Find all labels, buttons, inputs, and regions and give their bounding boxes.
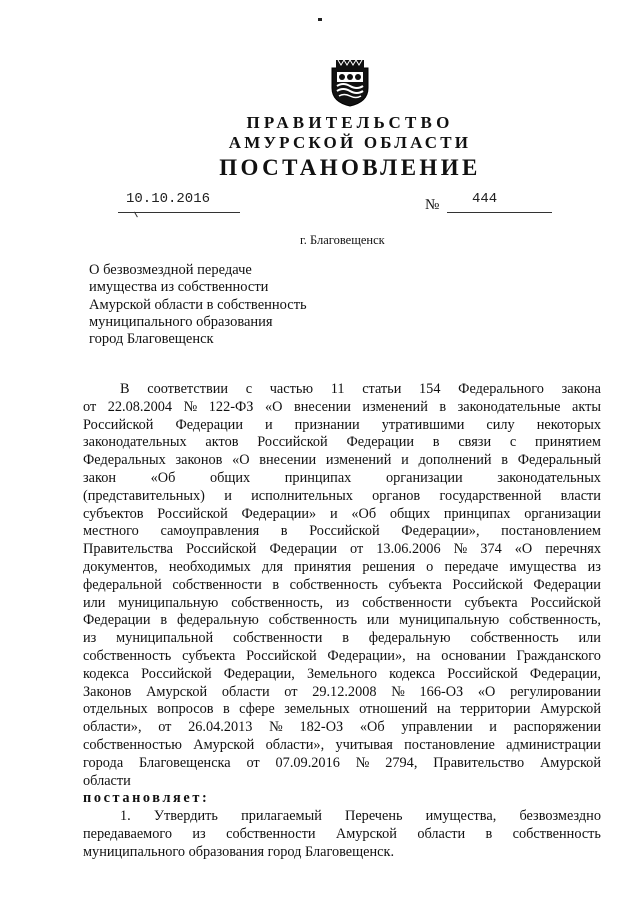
word: постановлением (501, 523, 601, 540)
word: документов, (83, 558, 158, 575)
word: Федерации», (401, 523, 480, 540)
body-line: области (83, 772, 131, 789)
word: от (83, 398, 97, 415)
word: «О (264, 398, 283, 415)
word: с (245, 381, 253, 397)
word: субъекта (182, 647, 236, 664)
word: дополнений (418, 452, 492, 469)
word: № (269, 719, 283, 736)
word: изменений (325, 452, 392, 469)
word: сфере (239, 701, 275, 718)
word: Амурской (193, 736, 255, 753)
word: субъектов (83, 505, 144, 522)
number-underline (447, 212, 552, 213)
word: закон (83, 469, 117, 486)
word: 2794, (385, 754, 418, 771)
subject-line: муниципального образования (89, 313, 273, 330)
word: города (83, 754, 124, 771)
word: (представительных) (83, 487, 205, 504)
word: области», (265, 736, 325, 753)
word: от (350, 541, 364, 558)
word: утратившими (381, 416, 465, 433)
word: № (355, 754, 370, 771)
document-subject (89, 262, 389, 348)
word: Перечень (345, 808, 403, 825)
word: соответствии (147, 381, 229, 397)
word: учитывая (335, 736, 393, 753)
word: Амурской (539, 754, 601, 771)
org-name-line2: АМУРСКОЙ ОБЛАСТИ (228, 133, 472, 152)
word: необходимых (168, 558, 251, 575)
word: на (416, 647, 431, 664)
word: собственность (83, 647, 172, 664)
word: власти (560, 487, 601, 504)
word: собственность (512, 825, 601, 842)
word: Федерации (83, 612, 151, 629)
word: 122-ФЗ (208, 398, 254, 415)
body-line (83, 595, 601, 613)
word: от (246, 754, 260, 771)
word: собственности (226, 825, 316, 842)
body-line (83, 737, 601, 755)
word: Правительства (83, 541, 173, 558)
body-line (83, 719, 601, 737)
word: акты (572, 398, 601, 415)
word: для (261, 558, 283, 575)
word: муниципальную (118, 594, 219, 611)
word: распоряжении (513, 719, 601, 736)
word: в (485, 825, 493, 842)
word: основании (441, 647, 506, 664)
body-line (83, 577, 601, 595)
word: Российской (452, 576, 523, 593)
word: «О (232, 452, 250, 469)
word: актов (205, 434, 239, 451)
word: в (160, 612, 168, 629)
word: постановление (404, 736, 495, 753)
word: «О (514, 541, 533, 558)
word: № (183, 398, 198, 415)
word: от (284, 683, 298, 700)
word: кодекса (83, 665, 130, 682)
body-line (83, 381, 601, 399)
word: безвозмездно (519, 808, 601, 825)
word: Амурской (335, 825, 397, 842)
word: перечнях (545, 541, 601, 558)
word: из (335, 594, 350, 611)
word: Российской (83, 416, 154, 433)
word: № (453, 541, 468, 558)
word: изменений (362, 398, 428, 415)
word: силу (486, 416, 515, 433)
word: 26.04.2013 (188, 719, 253, 736)
item-line: муниципального образования город Благовещенск. (83, 843, 395, 860)
word: управлении (401, 719, 473, 736)
word: Правительство (433, 754, 525, 771)
word: 154 (419, 381, 441, 397)
word: Федеральных (83, 452, 166, 469)
word: из (587, 558, 601, 575)
word: Федерации, (529, 665, 601, 682)
word: Российской (257, 434, 328, 451)
word: и (489, 719, 497, 736)
word: собственностью (83, 736, 182, 753)
word: внесении (259, 452, 317, 469)
word: собственности (362, 594, 452, 611)
word: отношений (359, 701, 428, 718)
word: области», (83, 719, 142, 736)
word: отдельных (83, 701, 148, 718)
word: 374 (480, 541, 502, 558)
word: принятием (535, 434, 601, 451)
document-type-title: ПОСТАНОВЛЕНИЕ (219, 155, 481, 180)
word: частью (269, 381, 314, 397)
word: организации (524, 505, 601, 522)
word: законов (175, 452, 223, 469)
document-date: 10.10.2016 (126, 191, 211, 207)
word: о (426, 558, 434, 575)
word: и (401, 452, 409, 469)
word: Благовещенска (139, 754, 231, 771)
word: принятия (294, 558, 352, 575)
word: Российской (246, 647, 317, 664)
word: Российской (186, 541, 257, 558)
word: «О (477, 683, 496, 700)
word: общих (209, 469, 251, 486)
word: исполнительных (251, 487, 353, 504)
body-line (83, 488, 601, 506)
word: из (192, 825, 206, 842)
subject-line: имущества из собственности (89, 279, 269, 296)
word: области (417, 825, 466, 842)
word: передаче (444, 558, 499, 575)
word: 22.08.2004 (107, 398, 173, 415)
word: в (439, 398, 447, 415)
word: собственность, (231, 594, 324, 611)
word: муниципальной (116, 630, 214, 647)
body-line (83, 452, 601, 470)
word: Федерации, (223, 665, 295, 682)
body-line (83, 630, 601, 648)
word: собственность, (509, 612, 601, 629)
word: Федерации» (241, 505, 317, 522)
word: «Об (359, 719, 385, 736)
word: федеральной (83, 576, 162, 593)
word: земельных (284, 701, 350, 718)
word: Федерации (175, 416, 243, 433)
word: области (221, 683, 270, 700)
word: федеральную (177, 612, 259, 629)
body-line (83, 523, 601, 541)
word: с (509, 434, 517, 451)
word: кодекса (389, 665, 436, 682)
word: регулировании (510, 683, 601, 700)
word: законодательных (497, 469, 601, 486)
word: и (224, 487, 232, 504)
word: и (265, 416, 273, 433)
word: Утвердить (153, 808, 218, 825)
word: Российской (157, 505, 228, 522)
body-line (83, 755, 601, 773)
word: 1. (120, 808, 131, 825)
body-line (83, 701, 601, 719)
word: принципах (284, 469, 352, 486)
word: органов (372, 487, 421, 504)
word: самоуправления (160, 523, 260, 540)
number-sign: № (425, 197, 440, 213)
word: «Об (351, 505, 377, 522)
word: признании (294, 416, 360, 433)
decree-word: постановляет: (83, 790, 210, 807)
word: организации (385, 469, 463, 486)
body-line (83, 684, 601, 702)
word: внесении (293, 398, 351, 415)
word: В (120, 381, 130, 397)
word: имущества, (425, 808, 497, 825)
word: Законов (83, 683, 132, 700)
word: или (83, 594, 106, 611)
body-line (83, 666, 601, 684)
word: государственной (439, 487, 542, 504)
word: решения (362, 558, 416, 575)
body-line (83, 470, 601, 488)
word: местного (83, 523, 139, 540)
word: Российской (530, 594, 601, 611)
word: принципах (443, 505, 511, 522)
word: Российской (309, 523, 380, 540)
date-tick-mark (134, 209, 143, 218)
word: или (578, 630, 601, 647)
word: федеральную (368, 630, 451, 647)
word: 13.06.2006 (376, 541, 441, 558)
word: Амурской (539, 701, 601, 718)
body-line (83, 506, 601, 524)
word: Российской (141, 665, 212, 682)
subject-line: О безвозмездной передаче (89, 262, 252, 278)
word: собственность (470, 630, 559, 647)
word: законодательных (83, 434, 187, 451)
word: собственность (268, 612, 357, 629)
body-line (83, 612, 601, 630)
word: территории (460, 701, 531, 718)
word: Федерации (346, 434, 415, 451)
word: вопросов (157, 701, 214, 718)
word: в (280, 523, 288, 540)
word: № (391, 683, 405, 700)
body-line (83, 399, 601, 417)
word: субъекта (464, 594, 518, 611)
subject-line: город Благовещенск (89, 331, 214, 348)
word: собственности (232, 630, 323, 647)
word: в (222, 701, 230, 718)
word: от (158, 719, 172, 736)
word: прилагаемый (241, 808, 322, 825)
body-line (83, 648, 601, 666)
word: в (342, 630, 349, 647)
word: муниципальную (399, 612, 500, 629)
org-name-line1: ПРАВИТЕЛЬСТВО (246, 113, 454, 132)
document-body (83, 381, 601, 862)
word: или (366, 612, 390, 629)
word: Амурской (146, 683, 208, 700)
subject-line: Амурской области в собственность (89, 296, 307, 313)
word: имущества (509, 558, 577, 575)
word: в (272, 576, 280, 593)
word: 29.12.2008 (312, 683, 377, 700)
city-name: г. Благовещенск (300, 233, 385, 247)
word: 182-ОЗ (299, 719, 344, 736)
word: Российской (447, 665, 518, 682)
word: статьи (362, 381, 402, 397)
word: Гражданского (516, 647, 601, 664)
word: и (329, 505, 338, 522)
word: 11 (330, 381, 345, 397)
word: в (501, 452, 509, 469)
word: субъекта (388, 576, 442, 593)
word: Федерации (533, 576, 601, 593)
item-line (83, 826, 601, 844)
word: Федерации (269, 541, 338, 558)
coat-of-arms-emblem-icon (330, 58, 370, 108)
word: общих (389, 505, 431, 522)
word: в (432, 434, 440, 451)
word: собственности (172, 576, 262, 593)
word: Федерального (458, 381, 544, 397)
scan-mark (318, 18, 322, 21)
word: закона (561, 381, 601, 397)
word: 07.09.2016 (275, 754, 340, 771)
body-line (83, 541, 601, 559)
word: из (83, 630, 97, 647)
word: передаваемого (83, 825, 173, 842)
word: собственность (289, 576, 378, 593)
word: 166-ОЗ (419, 683, 464, 700)
word: Земельного (306, 665, 377, 682)
word: на (436, 701, 451, 718)
body-line (83, 417, 601, 435)
body-line (83, 434, 601, 452)
word: связи (458, 434, 492, 451)
word: Федерации», (327, 647, 406, 664)
item-line (83, 808, 601, 826)
word: администрации (506, 736, 601, 753)
body-line (83, 559, 601, 577)
word: «Об (150, 469, 176, 486)
word: законодательные (457, 398, 561, 415)
word: Федеральный (517, 452, 601, 469)
document-number: 444 (472, 191, 498, 207)
word: некоторых (536, 416, 601, 433)
